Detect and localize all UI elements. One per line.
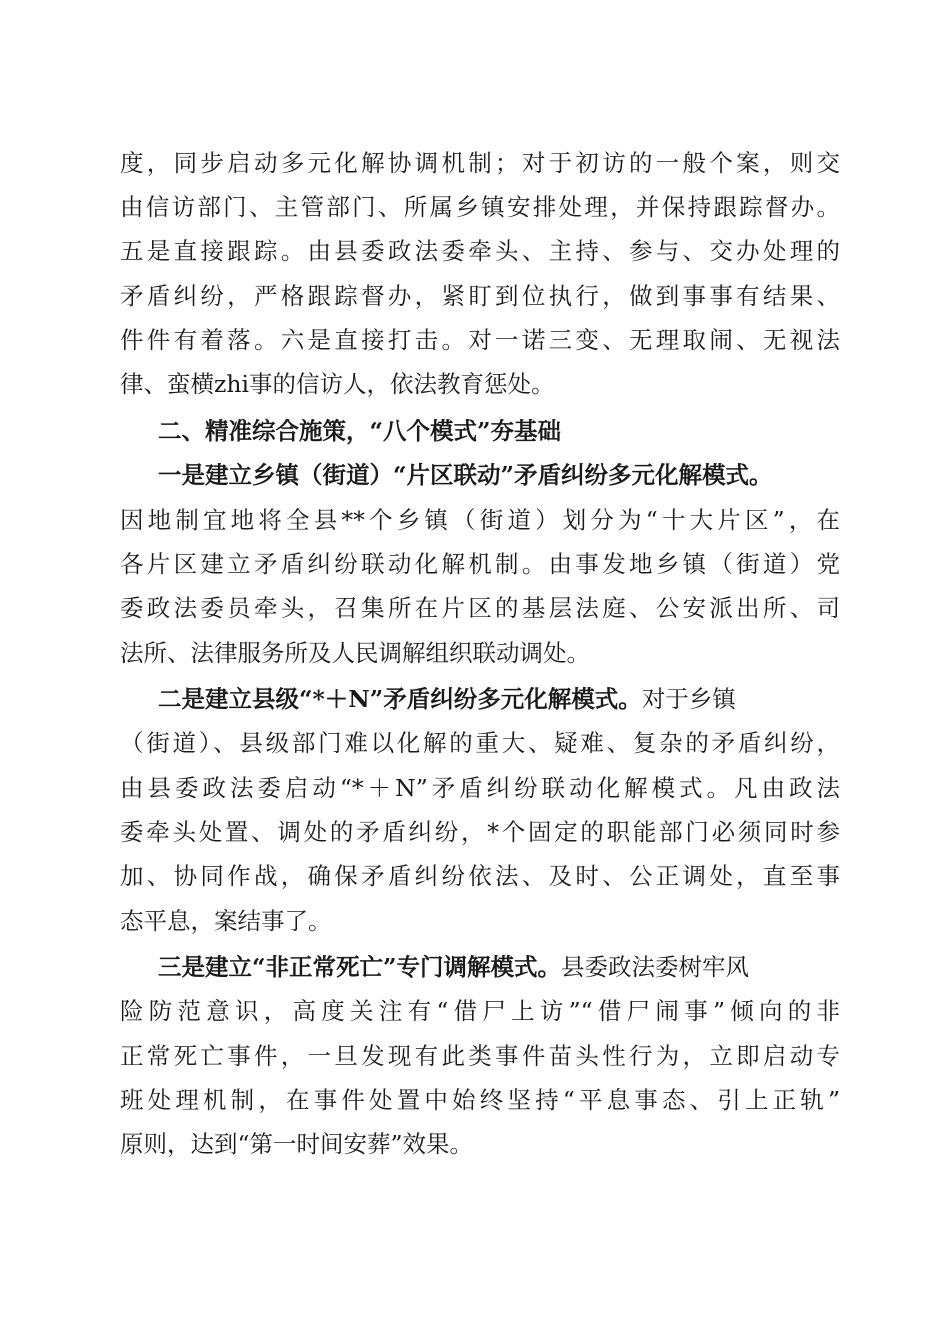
text-line	[158, 684, 840, 714]
text-line: 正常死亡事件，一旦发现有此类事件苗头性行为，立即启动专	[120, 1042, 840, 1070]
text-line: 由县委政法委启动“*＋N”矛盾纠纷联动化解模式。凡由政法	[120, 774, 840, 802]
text-line: 加、协同作战，确保矛盾纠纷依法、及时、公正调处，直至事	[120, 862, 840, 890]
text-line: 各片区建立矛盾纠纷联动化解机制。由事发地乡镇（街道）党	[120, 550, 840, 578]
paragraph-text: 县委政法委树牢风	[561, 953, 750, 981]
text-line: 由信访部门、主管部门、所属乡镇安排处理，并保持跟踪督办。	[120, 193, 840, 221]
text-line: 度，同步启动多元化解协调机制；对于初访的一般个案，则交	[120, 149, 840, 177]
text-line: 态平息，案结事了。	[120, 907, 332, 935]
text-line: 委牵头处置、调处的矛盾纠纷，*个固定的职能部门必须同时参	[120, 818, 840, 846]
text-line: 因地制宜地将全县**个乡镇（街道）划分为“十大片区”，在	[120, 506, 840, 534]
paragraph-lead: 一是建立乡镇（街道）“片区联动”矛盾纠纷多元化解模式。	[158, 461, 773, 489]
text-line: 委政法委员牵头，召集所在片区的基层法庭、公安派出所、司	[120, 594, 840, 622]
section-heading: 二、精准综合施策，“八个模式”夯基础	[158, 417, 562, 445]
paragraph-lead: 二是建立县级“*＋N”矛盾纠纷多元化解模式。	[158, 685, 642, 713]
text-line: 原则，达到“第一时间安葬”效果。	[120, 1130, 474, 1158]
text-line: 五是直接跟踪。由县委政法委牵头、主持、参与、交办处理的	[120, 237, 840, 265]
text-line: 件件有着落。六是直接打击。对一诺三变、无理取闹、无视法	[120, 326, 840, 354]
text-line: 班处理机制，在事件处置中始终坚持“平息事态、引上正轨”	[120, 1086, 840, 1114]
text-line: 矛盾纠纷，严格跟踪督办，紧盯到位执行，做到事事有结果、	[120, 282, 840, 310]
text-line: 律、蛮横zhi事的信访人，依法教育惩处。	[120, 370, 555, 398]
paragraph-text: 对于乡镇	[641, 685, 736, 713]
text-line: （街道）、县级部门难以化解的重大、疑难、复杂的矛盾纠纷，	[120, 729, 840, 757]
text-line: 法所、法律服务所及人民调解组织联动调处。	[120, 639, 590, 667]
text-line: 险防范意识，高度关注有“借尸上访”“借尸闹事”倾向的非	[120, 997, 840, 1025]
text-line	[158, 952, 840, 982]
paragraph-lead: 三是建立“非正常死亡”专门调解模式。	[158, 953, 562, 981]
